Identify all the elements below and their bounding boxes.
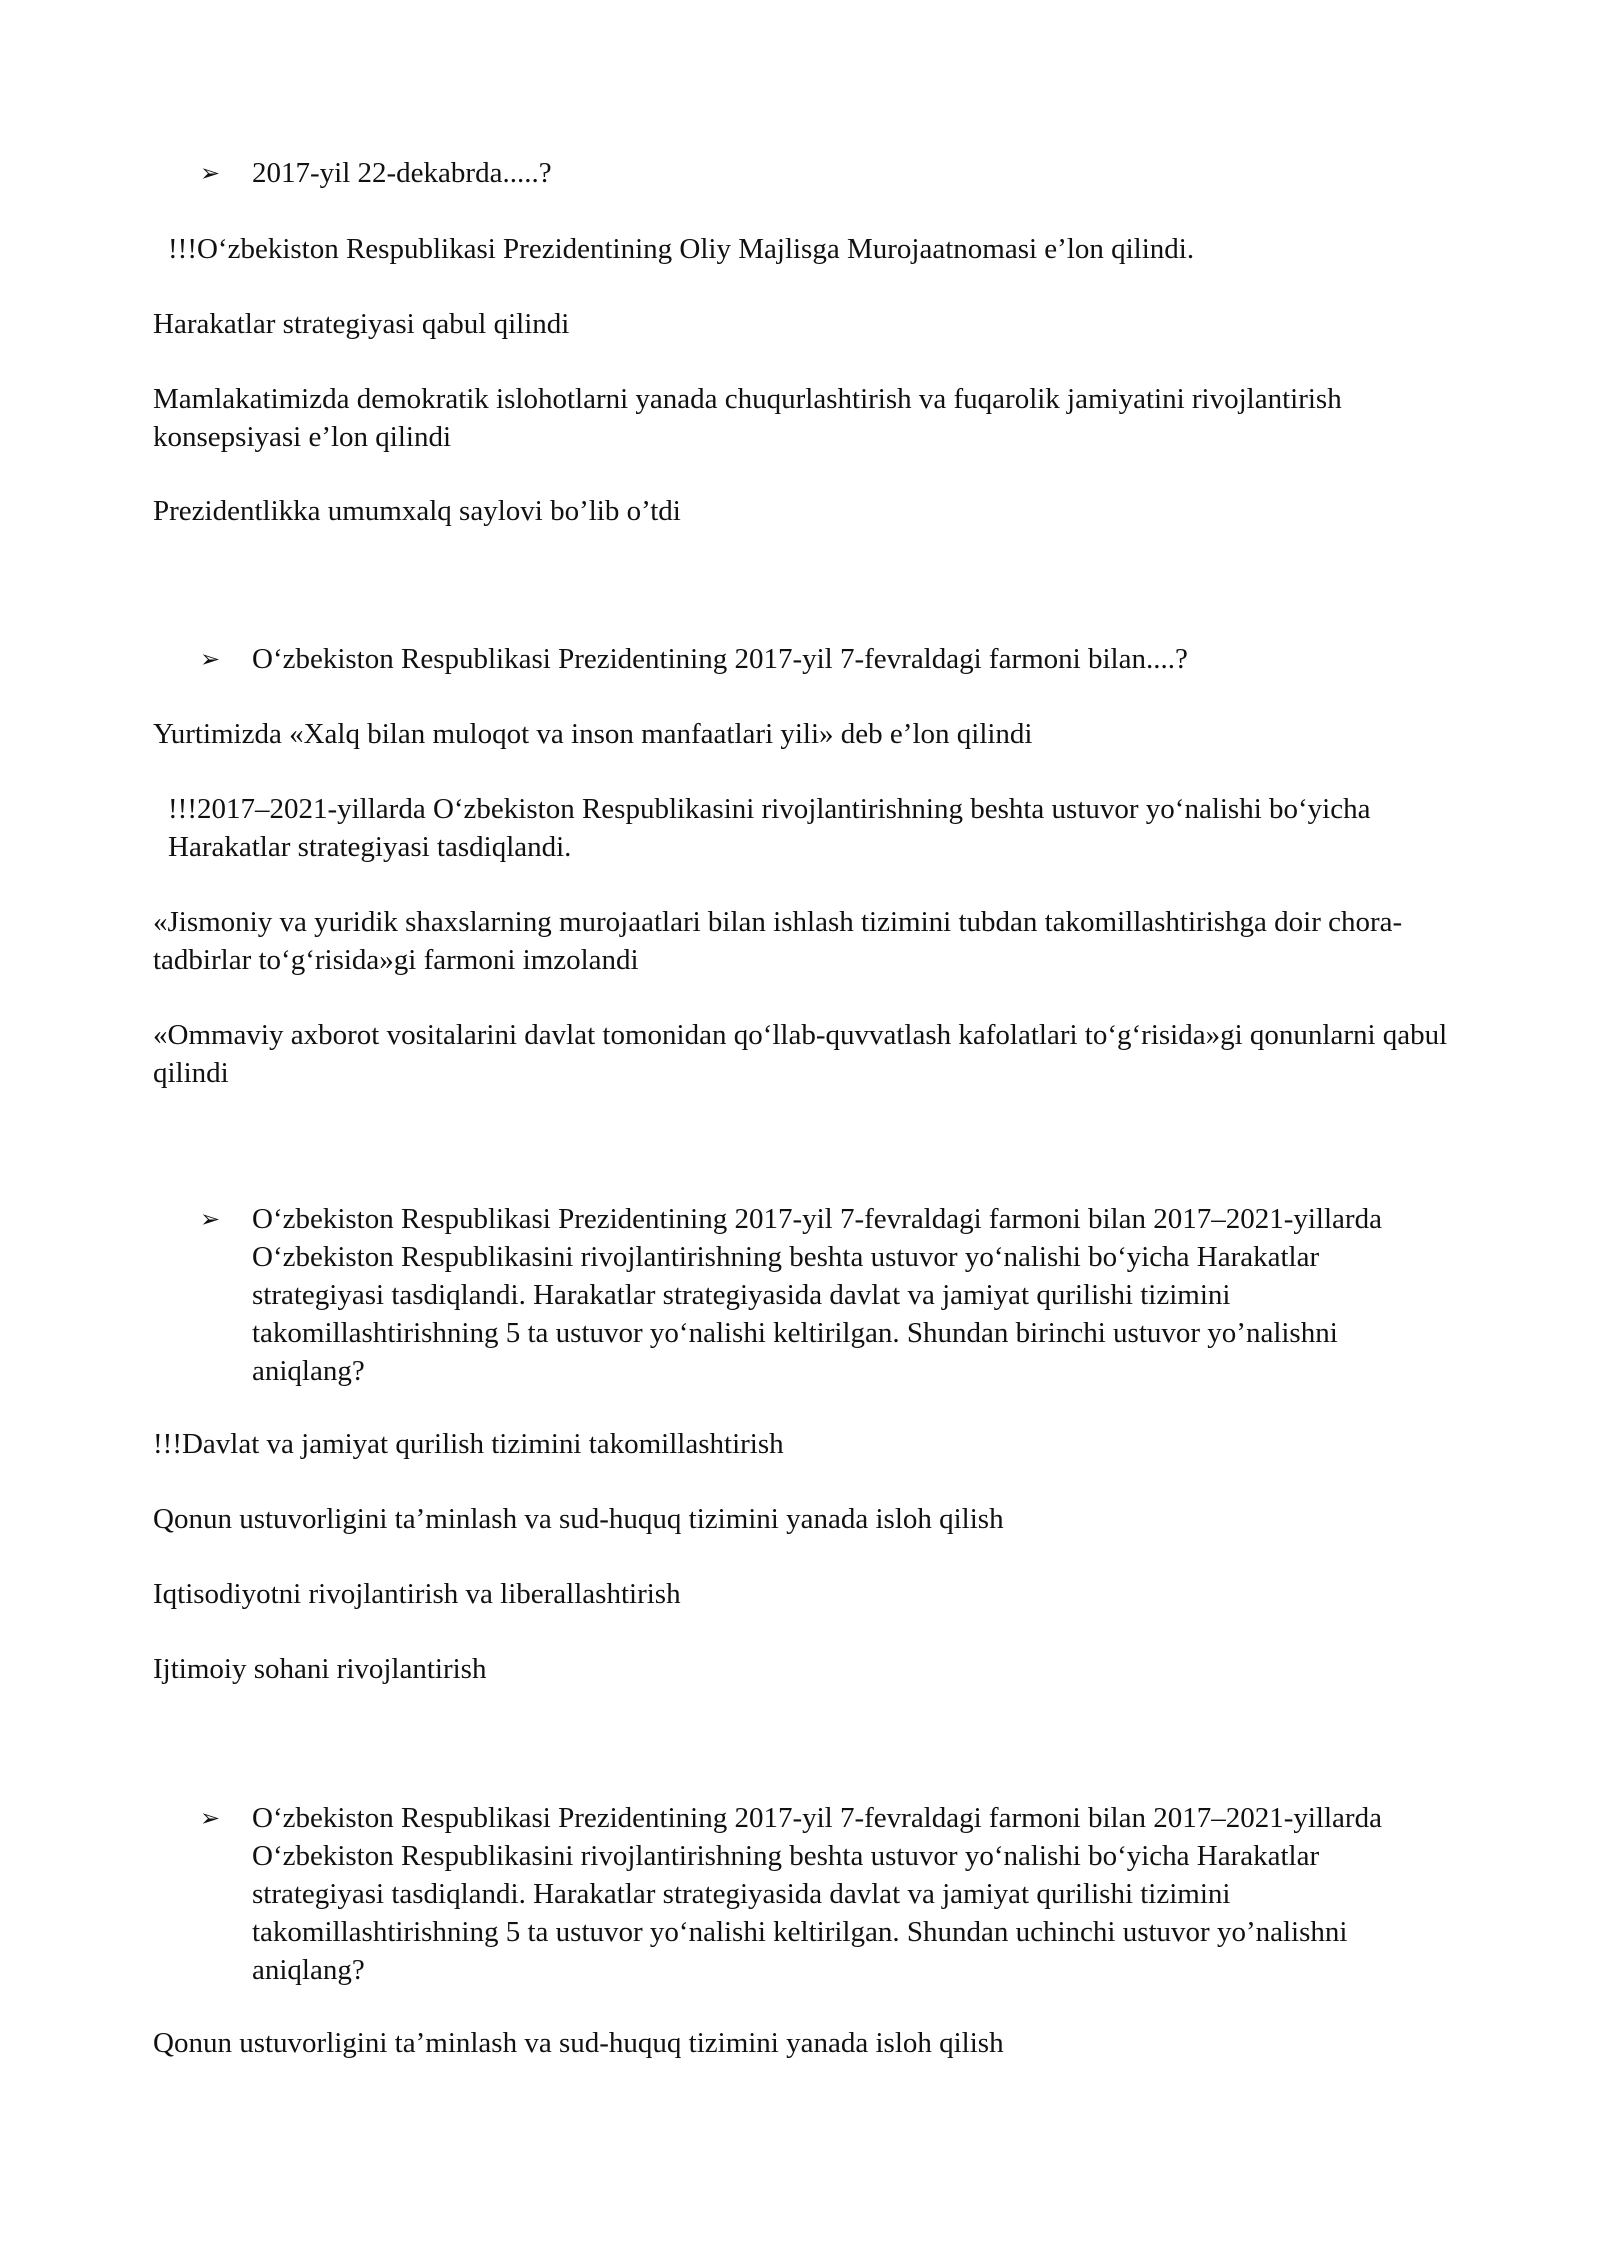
- question-text: O‘zbekiston Respublikasi Prezidentining 2017-yil 7-fevraldagi farmoni bilan 2017–2021-yillarda O‘zbekiston Respublikasini rivojlantirishning beshta ustuvor yo‘nalishi bo‘yicha Harakatlar strategiyasi tasdiqlandi. Harakatlar strategiyasida davlat va jamiyat qurilishi tizimini takomillashtirishning 5 ta ustuvor yo‘nalishi keltirilgan. Shundan uchinchi ustuvor yo’nalishni aniqlang?: [252, 1802, 1382, 1986]
- answer-item: «Jismoniy va yuridik shaxslarning murojaatlari bilan ishlash tizimini tubdan takomillashtirishga doir chora-tadbirlar to‘g‘risida»gi farmoni imzolandi: [153, 906, 1403, 976]
- answer-item: Prezidentlikka umumxalq saylovi bo’lib o’tdi: [153, 495, 681, 527]
- arrow-bullet-icon: ➢: [200, 159, 221, 187]
- answer-item: «Ommaviy axborot vositalarini davlat tomonidan qo‘llab-quvvatlash kafolatlari to‘g‘risida»gi qonunlarni qabul qilindi: [153, 1019, 1448, 1089]
- question-text: 2017-yil 22-dekabrda.....?: [252, 157, 552, 189]
- answer-item: Qonun ustuvorligini ta’minlash va sud-huquq tizimini yanada isloh qilish: [153, 1503, 1004, 1535]
- answer-item: Harakatlar strategiyasi qabul qilindi: [153, 308, 570, 340]
- answer-item: Qonun ustuvorligini ta’minlash va sud-huquq tizimini yanada isloh qilish: [153, 2027, 1004, 2059]
- arrow-bullet-icon: ➢: [200, 645, 221, 673]
- question-4: [200, 1799, 1440, 1989]
- question-2: [200, 640, 1440, 678]
- arrow-bullet-icon: ➢: [200, 1804, 221, 1832]
- answer-item: Mamlakatimizda demokratik islohotlarni yanada chuqurlashtirish va fuqarolik jamiyatini rivojlantirish konsepsiyasi e’lon qilindi: [153, 383, 1342, 453]
- question-3: [200, 1200, 1440, 1390]
- arrow-bullet-icon: ➢: [200, 1205, 221, 1233]
- question-1: [200, 154, 1440, 192]
- answer-item: Iqtisodiyotni rivojlantirish va liberallashtirish: [153, 1578, 681, 1610]
- question-text: O‘zbekiston Respublikasi Prezidentining 2017-yil 7-fevraldagi farmoni bilan 2017–2021-yillarda O‘zbekiston Respublikasini rivojlantirishning beshta ustuvor yo‘nalishi bo‘yicha Harakatlar strategiyasi tasdiqlandi. Harakatlar strategiyasida davlat va jamiyat qurilishi tizimini takomillashtirishning 5 ta ustuvor yo‘nalishi keltirilgan. Shundan birinchi ustuvor yo’nalishni aniqlang?: [252, 1203, 1382, 1387]
- answer-item: Ijtimoiy sohani rivojlantirish: [153, 1653, 487, 1685]
- answer-item: !!!O‘zbekiston Respublikasi Prezidentining Oliy Majlisga Murojaatnomasi e’lon qilindi.: [168, 233, 1195, 265]
- answer-item: !!!2017–2021-yillarda O‘zbekiston Respublikasini rivojlantirishning beshta ustuvor yo‘nalishi bo‘yicha Harakatlar strategiyasi tasdiqlandi.: [168, 793, 1371, 863]
- answer-item: Yurtimizda «Xalq bilan muloqot va inson manfaatlari yili» deb e’lon qilindi: [153, 718, 1033, 750]
- answer-item: !!!Davlat va jamiyat qurilish tizimini takomillashtirish: [153, 1428, 784, 1460]
- question-text: O‘zbekiston Respublikasi Prezidentining 2017-yil 7-fevraldagi farmoni bilan....?: [252, 643, 1188, 675]
